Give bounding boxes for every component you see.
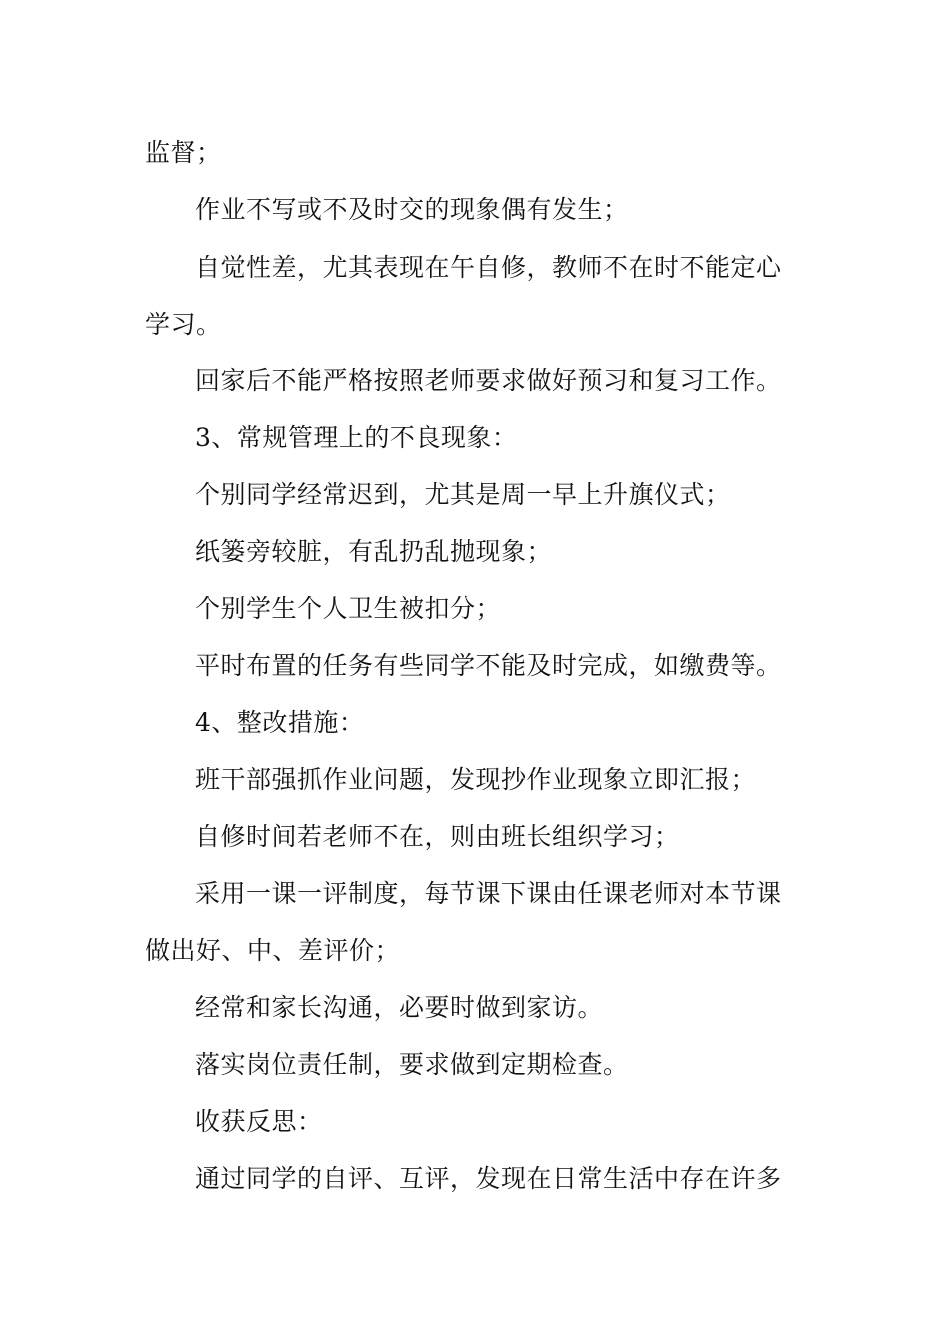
section-heading: 4、整改措施： (195, 708, 365, 737)
text-line: 个别学生个人卫生被扣分； (195, 594, 502, 623)
text-line: 采用一课一评制度，每节课下课由任课老师对本节课 (195, 879, 782, 908)
text-line: 通过同学的自评、互评，发现在日常生活中存在许多 (195, 1164, 782, 1193)
text-line: 个别同学经常迟到，尤其是周一早上升旗仪式； (195, 480, 731, 509)
text-line: 纸篓旁较脏，有乱扔乱抛现象； (195, 537, 553, 566)
text-line: 回家后不能严格按照老师要求做好预习和复习工作。 (195, 366, 782, 395)
section-heading: 3、常规管理上的不良现象： (195, 423, 518, 452)
text-line: 自觉性差，尤其表现在午自修，教师不在时不能定心 (195, 253, 782, 282)
text-line: 自修时间若老师不在，则由班长组织学习； (195, 822, 680, 851)
text-line: 落实岗位责任制，要求做到定期检查。 (195, 1050, 629, 1079)
text-line: 监督； (145, 138, 222, 167)
section-heading: 收获反思： (195, 1107, 323, 1136)
text-line: 平时布置的任务有些同学不能及时完成，如缴费等。 (195, 651, 782, 680)
text-line: 经常和家长沟通，必要时做到家访。 (195, 993, 604, 1022)
text-line: 作业不写或不及时交的现象偶有发生； (195, 195, 629, 224)
text-line: 班干部强抓作业问题，发现抄作业现象立即汇报； (195, 765, 757, 794)
text-line: 学习。 (145, 310, 222, 339)
text-line: 做出好、中、差评价； (145, 936, 401, 965)
